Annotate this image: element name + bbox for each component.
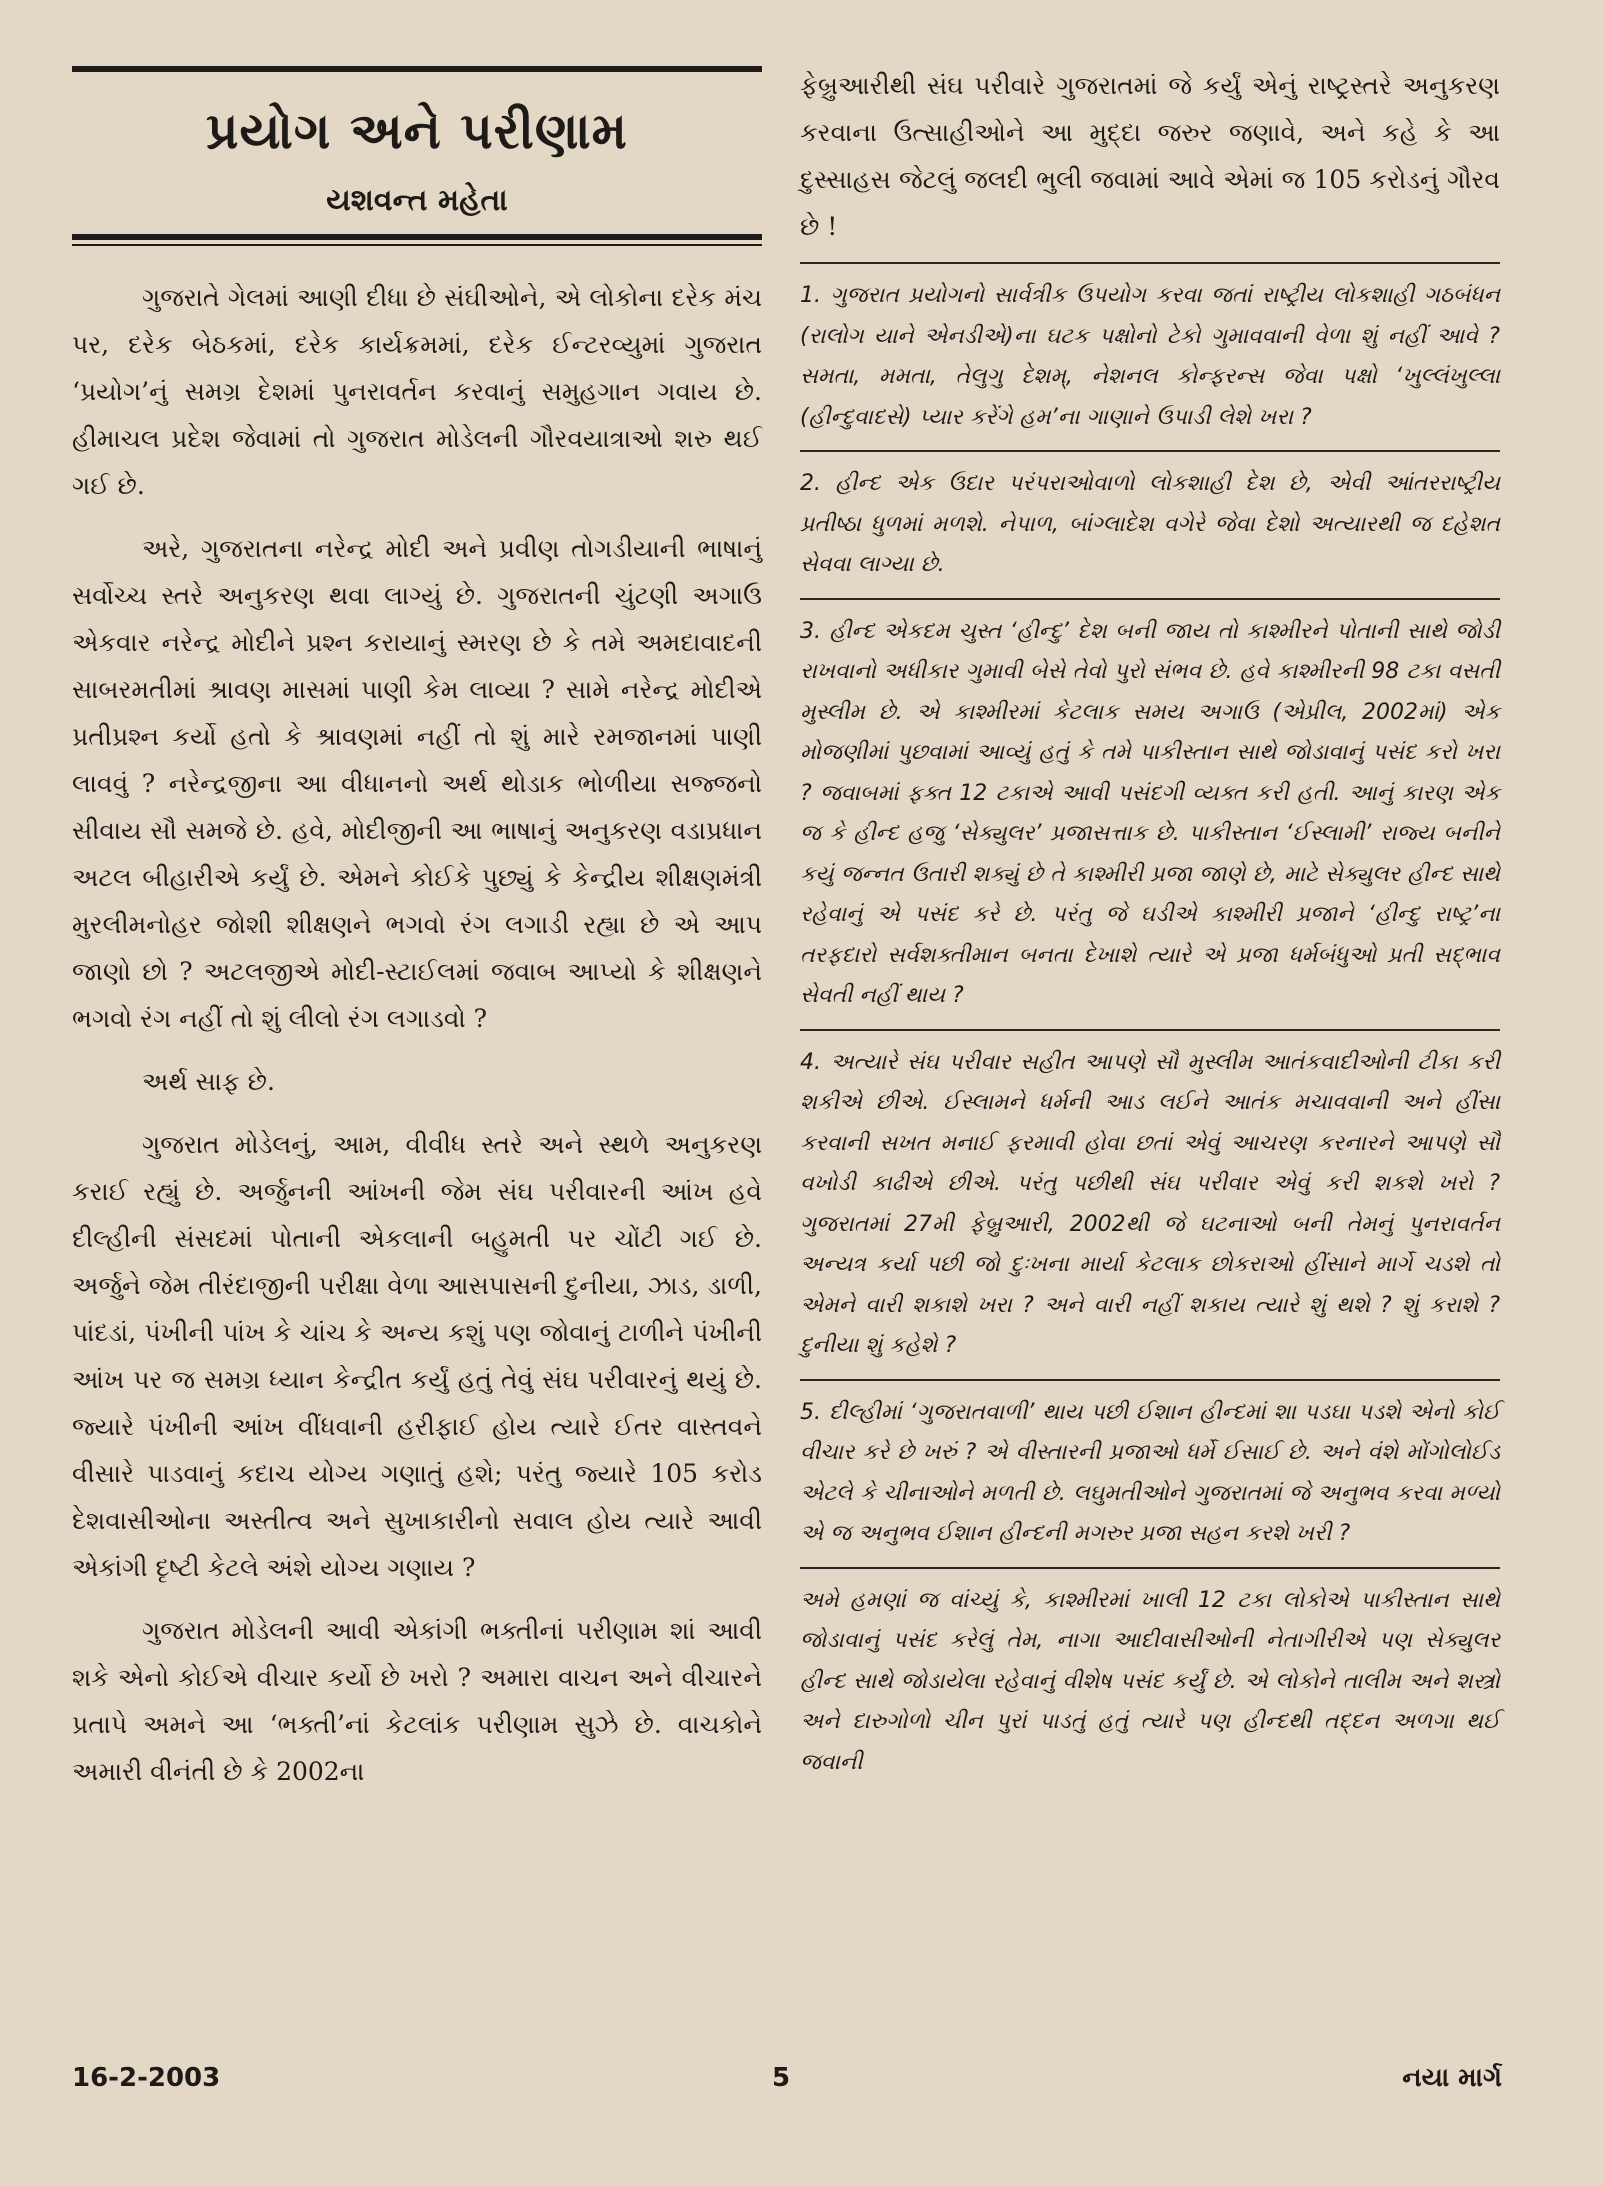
article-title: પ્રયોગ અને પરીણામ <box>206 102 628 160</box>
header-rule-thick <box>72 234 762 240</box>
top-rule <box>72 66 762 72</box>
point-2: 2. હીન્દ એક ઉદાર પરંપરાઓવાળો લોકશાહી દેશ છે, એવી આંતરરાષ્ટ્રીય પ્રતીષ્ઠા ધુળમાં મળશે. નેપાળ, બાંગ્લાદેશ વગેરે જેવા દેશો અત્યારથી જ દહેશત સેવવા લાગ્યા છે. <box>800 450 1500 598</box>
point-5: 5. દીલ્હીમાં ‘ગુજરાતવાળી’ થાય પછી ઈશાન હીન્દમાં શા પડઘા પડશે એનો કોઈ વીચાર કરે છે ખરું ? એ વીસ્તારની પ્રજાઓ ધર્મે ઈસાઈ છે. અને વંશે મોંગોલોઈડ એટલે કે ચીનાઓને મળતી છે. લઘુમતીઓને ગુજરાતમાં જે અનુભવ કરવા મળ્યો એ જ અનુભવ ઈશાન હીન્દની મગરુર પ્રજા સહન કરશે ખરી ? <box>800 1379 1500 1567</box>
article-author: યશવન્ત મહેતા <box>326 183 508 218</box>
issue-date: 16-2-2003 <box>72 2063 221 2093</box>
point-3: 3. હીન્દ એકદમ ચુસ્ત ‘હીન્દુ’ દેશ બની જાય તો કાશ્મીરને પોતાની સાથે જોડી રાખવાનો અધીકાર ગુમાવી બેસે તેવો પુરો સંભવ છે. હવે કાશ્મીરની 98 ટકા વસતી મુસ્લીમ છે. એ કાશ્મીરમાં કેટલાક સમય અગાઉ (એપ્રીલ, 2002માં) એક મોજણીમાં પુછવામાં આવ્યું હતું કે તમે પાકીસ્તાન સાથે જોડાવાનું પસંદ કરો ખરા ? જવાબમાં ફક્ત 12 ટકાએ આવી પસંદગી વ્યક્ત કરી હતી. આનું કારણ એક જ કે હીન્દ હજુ ‘સેક્યુલર’ પ્રજાસત્તાક છે. પાકીસ્તાન ‘ઈસ્લામી’ રાજ્ય બનીને કયું જન્નત ઉતારી શક્યું છે તે કાશ્મીરી પ્રજા જાણે છે, માટે સેક્યુલર હીન્દ સાથે રહેવાનું એ પસંદ કરે છે. પરંતુ જે ઘડીએ કાશ્મીરી પ્રજાને ‘હીન્દુ રાષ્ટ્ર’ના તરફદારો સર્વશક્તીમાન બનતા દેખાશે ત્યારે એ પ્રજા ધર્મબંધુઓ પ્રતી સદ્ભાવ સેવતી નહીં થાય ? <box>800 598 1500 1029</box>
header-rule-thin <box>72 244 762 246</box>
point-4: 4. અત્યારે સંઘ પરીવાર સહીત આપણે સૌ મુસ્લીમ આતંકવાદીઓની ટીકા કરી શકીએ છીએ. ઈસ્લામને ધર્મની આડ લઈને આતંક મચાવવાની અને હીંસા કરવાની સખત મનાઈ ફરમાવી હોવા છતાં એવું આચરણ કરનારને આપણે સૌ વખોડી કાઢીએ છીએ. પરંતુ પછીથી સંઘ પરીવાર એવું કરી શકશે ખરો ? ગુજરાતમાં 27મી ફેબ્રુઆરી, 2002થી જે ઘટનાઓ બની તેમનું પુનરાવર્તન અન્યત્ર કર્યા પછી જો દુઃખના માર્યા કેટલાક છોકરાઓ હીંસાને માર્ગે ચડશે તો એમને વારી શકાશે ખરા ? અને વારી નહીં શકાય ત્યારે શું થશે ? શું કરાશે ? દુનીયા શું કહેશે ? <box>800 1029 1500 1379</box>
paragraph-5: ગુજરાત મોડેલની આવી એકાંગી ભક્તીનાં પરીણામ શાં આવી શકે એનો કોઈએ વીચાર કર્યો છે ખરો ? અમારા વાચન અને વીચારને પ્રતાપે અમને આ ‘ભક્તી’નાં કેટલાંક પરીણામ સુઝે છે. વાચકોને અમારી વીનંતી છે કે 2002ના <box>72 1616 762 1786</box>
paragraph-2: અરે, ગુજરાતના નરેન્દ્ર મોદી અને પ્રવીણ તોગડીયાની ભાષાનું સર્વોચ્ચ સ્તરે અનુકરણ થવા લાગ્યું છે. ગુજરાતની ચુંટણી અગાઉ એકવાર નરેન્દ્ર મોદીને પ્રશ્ન કરાયાનું સ્મરણ છે કે તમે અમદાવાદની સાબરમતીમાં શ્રાવણ માસમાં પાણી કેમ લાવ્યા ? સામે નરેન્દ્ર મોદીએ પ્રતીપ્રશ્ન કર્યો હતો કે શ્રાવણમાં નહીં તો શું મારે રમજાનમાં પાણી લાવવું ? નરેન્દ્રજીના આ વીધાનનો અર્થ થોડાક ભોળીયા સજ્જનો સીવાય સૌ સમજે છે. હવે, મોદીજીની આ ભાષાનું અનુકરણ વડાપ્રધાન અટલ બીહારીએ કર્યું છે. એમને કોઈકે પુછ્યું કે કેન્દ્રીય શીક્ષણમંત્રી મુરલીમનોહર જોશી શીક્ષણને ભગવો રંગ લગાડી રહ્યા છે એ આપ જાણો છો ? અટલજીએ મોદી-સ્ટાઈલમાં જવાબ આપ્યો કે શીક્ષણને ભગવો રંગ નહીં તો શું લીલો રંગ લગાડવો ? <box>72 534 762 1033</box>
right-column <box>800 62 1500 1795</box>
paragraph-4: ગુજરાત મોડેલનું, આમ, વીવીધ સ્તરે અને સ્થળે અનુકરણ કરાઈ રહ્યું છે. અર્જુનની આંખની જેમ સંઘ પરીવારની આંખ હવે દીલ્હીની સંસદમાં પોતાની એકલાની બહુમતી પર ચોંટી ગઈ છે. અર્જુને જેમ તીરંદાજીની પરીક્ષા વેળા આસપાસની દુનીયા, ઝાડ, ડાળી, પાંદડાં, પંખીની પાંખ કે ચાંચ કે અન્ય કશું પણ જોવાનું ટાળીને પંખીની આંખ પર જ સમગ્ર ધ્યાન કેન્દ્રીત કર્યું હતું તેવું સંઘ પરીવારનું થયું છે. જ્યારે પંખીની આંખ વીંધવાની હરીફાઈ હોય ત્યારે ઈતર વાસ્તવને વીસારે પાડવાનું કદાચ યોગ્ય ગણાતું હશે; પરંતુ જ્યારે 105 કરોડ દેશવાસીઓના અસ્તીત્વ અને સુખાકારીનો સવાલ હોય ત્યારે આવી એકાંગી દૃષ્ટી કેટલે અંશે યોગ્ય ગણાય ? <box>72 1130 762 1582</box>
publication-name: નયા માર્ગ <box>1402 2063 1502 2093</box>
paragraph-continued: ફેબ્રુઆરીથી સંઘ પરીવારે ગુજરાતમાં જે કર્યું એનું રાષ્ટ્રસ્તરે અનુકરણ કરવાના ઉત્સાહીઓને આ મુદ્દા જરુર જણાવે, અને કહે કે આ દુસ્સાહસ જેટલું જલદી ભુલી જવામાં આવે એમાં જ 105 કરોડનું ગૌરવ છે ! <box>800 71 1500 241</box>
page-number: 5 <box>772 2063 791 2093</box>
point-1: 1. ગુજરાત પ્રયોગનો સાર્વત્રીક ઉપયોગ કરવા જતાં રાષ્ટ્રીય લોકશાહી ગઠબંધન (રાલોગ યાને એનડીએ)ના ઘટક પક્ષોનો ટેકો ગુમાવવાની વેળા શું નહીં આવે ? સમતા, મમતા, તેલુગુ દેશમ્, નેશનલ કોન્ફરન્સ જેવા પક્ષો ‘ખુલ્લંખુલ્લા (હીન્દુવાદસે) પ્યાર કરેંગે હમ’ના ગાણાને ઉપાડી લેશે ખરા ? <box>800 262 1500 450</box>
left-column <box>72 62 762 1811</box>
page-footer <box>72 2063 1502 2103</box>
paragraph-3: અર્થ સાફ છે. <box>142 1067 275 1096</box>
closing-paragraph: અમે હમણાં જ વાંચ્યું કે, કાશ્મીરમાં ખાલી 12 ટકા લોકોએ પાકીસ્તાન સાથે જોડાવાનું પસંદ કરેલું તેમ, નાગા આદીવાસીઓની નેતાગીરીએ પણ સેક્યુલર હીન્દ સાથે જોડાયેલા રહેવાનું વીશેષ પસંદ કર્યું છે. એ લોકોને તાલીમ અને શસ્ત્રો અને દારુગોળો ચીન પુરાં પાડતું હતું ત્યારે પણ હીન્દથી તદ્દન અળગા થઈ જવાની <box>800 1567 1500 1796</box>
paragraph-1: ગુજરાતે ગેલમાં આણી દીધા છે સંઘીઓને, એ લોકોના દરેક મંચ પર, દરેક બેઠકમાં, દરેક કાર્યક્રમમાં, દરેક ઈન્ટરવ્યુમાં ગુજરાત ‘પ્રયોગ’નું સમગ્ર દેશમાં પુનરાવર્તન કરવાનું સમુહગાન ગવાય છે. હીમાચલ પ્રદેશ જેવામાં તો ગુજરાત મોડેલની ગૌરવયાત્રાઓ શરુ થઈ ગઈ છે. <box>72 283 762 500</box>
